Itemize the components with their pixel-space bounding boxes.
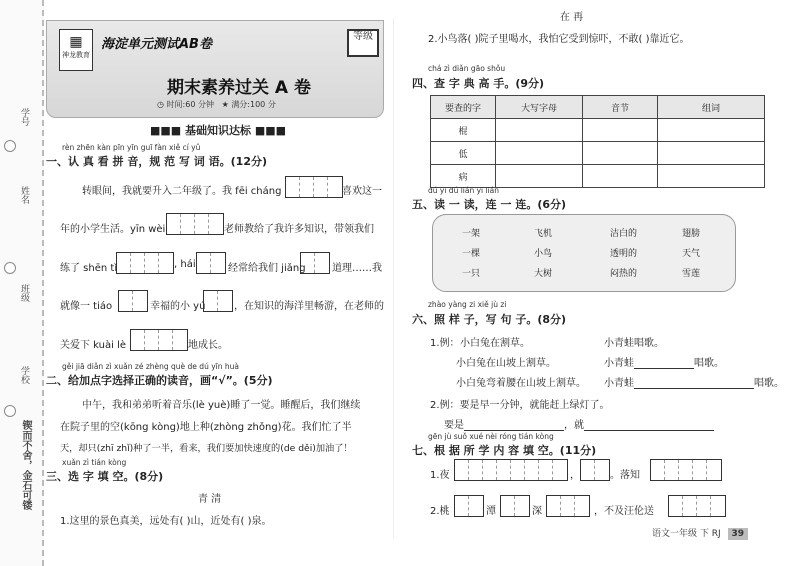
header-banner: [46, 20, 384, 118]
s6-title: 六、照 样 子，写 句 子。(8分): [412, 313, 567, 326]
answer-blank[interactable]: [464, 418, 564, 431]
exam-meta: [157, 99, 276, 110]
s6-answer-line-2: [604, 374, 784, 389]
match-right2-2[interactable]: 天气: [682, 249, 701, 259]
clock-icon: ◷: [157, 100, 164, 109]
s1-line5-b: 地成长。: [188, 340, 228, 351]
s1-line4-a: 就像一 tiáo: [60, 301, 113, 312]
match-right2-1[interactable]: 翅膀: [682, 229, 701, 239]
brand-name: 神龙教育: [62, 51, 90, 59]
star-icon: ★: [221, 100, 229, 109]
brand-logo: ▦ 神龙教育: [59, 29, 93, 71]
s6-example-a2: 小白兔在山坡上割草。: [456, 358, 556, 369]
table-row: [431, 165, 765, 188]
write-grid[interactable]: [285, 176, 343, 198]
s1-line4-c: ，在知识的海洋里畅游，在老师的: [234, 301, 384, 312]
grade-label: 等级: [353, 31, 373, 42]
write-grid[interactable]: [300, 252, 330, 274]
write-grid[interactable]: [196, 252, 226, 274]
s3-question-2: 2.小鸟落( )院子里喝水，我怕它受到惊吓，不敢( )靠近它。: [428, 34, 690, 45]
s6-example-b2: 小青蛙: [604, 358, 634, 369]
match-right2-3[interactable]: 雪莲: [682, 269, 701, 279]
table-header: 要查的字: [431, 96, 496, 119]
s1-line3-c: 经常给我们 jiǎng: [228, 263, 306, 274]
s6-question-2-fill: [444, 416, 714, 431]
answer-blank[interactable]: [584, 418, 714, 431]
s6-fill-prefix: 要是: [444, 420, 464, 431]
s5-title: 五、读 一 读，连 一 连。(6分): [412, 198, 567, 211]
write-grid[interactable]: [166, 213, 224, 235]
answer-cell[interactable]: [658, 119, 765, 142]
write-grid[interactable]: [650, 459, 722, 481]
s6-pinyin: zhào yàng zi xiě jù zi: [428, 300, 507, 309]
match-left-3[interactable]: 一只: [462, 269, 481, 279]
s6-example-b5: 唱歌。: [754, 378, 784, 389]
exam-score: 满分:100 分: [231, 100, 276, 109]
s7-pinyin: gēn jù suǒ xué nèi róng tián kòng: [428, 432, 554, 441]
footer-label: 语文一年级 下 RJ: [652, 529, 721, 539]
match-right1-3[interactable]: 闷热的: [610, 269, 638, 279]
answer-cell[interactable]: [496, 142, 583, 165]
s4-pinyin: chá zì diǎn gāo shǒu: [428, 64, 506, 73]
table-cell: 病: [431, 165, 496, 188]
s6-example-a3: 小白兔弯着腰在山坡上割草。: [456, 378, 586, 389]
s2-line1: 中午，我和弟弟听着音乐(lè yuè)睡了一觉。睡醒后，我们继续: [82, 400, 361, 411]
s6-question-2: 2.例：要是早一分钟，就能赶上绿灯了。: [430, 400, 610, 411]
s1-pinyin: rèn zhēn kàn pīn yīn guī fàn xiě cí yǔ: [62, 143, 201, 152]
s6-example-b4: 小青蛙: [604, 378, 634, 389]
s7-fill2-c: 深: [532, 506, 542, 517]
s2-line3: 天，却只(zhī zhǐ)种了一半，看来，我们要加快速度的(de děi)加油了！: [60, 443, 353, 454]
s1-line1-b: 喜欢这一: [342, 186, 382, 197]
page-number: 39: [728, 528, 749, 540]
s6-example-b1: 小青蛙唱歌。: [604, 338, 664, 349]
sidebar-slogan: 锲而不舍，金石可镂: [20, 420, 31, 510]
s4-title: 四、查 字 典 高 手。(9分): [412, 77, 545, 90]
s6-example-b3: 唱歌。: [694, 358, 724, 369]
s1-line4-b: 幸福的小 yú: [150, 301, 206, 312]
s6-fill-mid: ，就: [564, 420, 584, 431]
match-right1-1[interactable]: 洁白的: [610, 229, 638, 239]
dictionary-table: [430, 95, 765, 188]
sidebar-label-name: 姓名: [19, 186, 29, 204]
binding-hole-icon: [4, 405, 16, 417]
page-divider: [393, 18, 394, 538]
write-grid[interactable]: [500, 495, 530, 517]
s7-fill2-d: ，不及汪伦送: [594, 506, 654, 517]
match-mid-3[interactable]: 大树: [534, 269, 553, 279]
page-title: 期末素养过关 A 卷: [167, 78, 311, 98]
table-row: [431, 119, 765, 142]
answer-cell[interactable]: [658, 165, 765, 188]
s7-fill2-a: 2.桃: [430, 506, 450, 517]
table-header: 大写字母: [496, 96, 583, 119]
s1-line3-a: 练了 shēn tǐ: [60, 263, 118, 274]
write-grid[interactable]: [130, 329, 188, 351]
page-footer: [652, 526, 748, 540]
table-cell: 棍: [431, 119, 496, 142]
s7-fill2-b: 潭: [486, 506, 496, 517]
answer-cell[interactable]: [583, 119, 658, 142]
s3-question-1: 1.这里的景色真美，远处有( )山，近处有( )泉。: [60, 516, 272, 527]
write-grid[interactable]: [668, 495, 726, 517]
s1-line2-b: 老师教给了我许多知识，带领我们: [224, 224, 374, 235]
table-cell: 低: [431, 142, 496, 165]
s7-fill1-b: ，: [570, 470, 580, 481]
s2-pinyin: gěi jiā diǎn zì xuǎn zé zhèng què de dú yīn huà: [62, 362, 239, 371]
s6-example-label: 1.例：: [430, 338, 460, 349]
s3-title: 三、选 字 填 空。(8分): [46, 470, 164, 483]
s7-fill1-a: 1.夜: [430, 470, 450, 481]
answer-cell[interactable]: [496, 119, 583, 142]
match-left-2[interactable]: 一棵: [462, 249, 481, 259]
write-grid[interactable]: [580, 459, 610, 481]
table-header: 音节: [583, 96, 658, 119]
s2-line2: 在院子里的空(kōng kòng)地上种(zhòng zhǒng)花。我们忙了半: [60, 422, 352, 433]
section-band-label: 基础知识达标: [185, 124, 252, 137]
match-mid-1[interactable]: 飞机: [534, 229, 553, 239]
s3-pinyin: xuǎn zì tián kòng: [62, 458, 127, 467]
section-band: ■■■ 基础知识达标 ■■■: [150, 124, 287, 137]
grade-box: [347, 29, 379, 57]
s1-line3-d: 道理……我: [332, 263, 382, 274]
match-mid-2[interactable]: 小鸟: [534, 249, 553, 259]
answer-blank[interactable]: [634, 356, 694, 369]
write-grid[interactable]: [454, 495, 484, 517]
answer-blank[interactable]: [634, 376, 754, 389]
s3-choices: 青 清: [198, 494, 222, 505]
s1-line1-a: 转眼间，我就要升入二年级了。我 fēi cháng: [82, 186, 282, 197]
answer-cell[interactable]: [658, 142, 765, 165]
s1-title: 一、认 真 看 拼 音，规 范 写 词 语。(12分): [46, 155, 267, 168]
s3-choices-2: 在 再: [560, 12, 584, 23]
write-grid[interactable]: [116, 252, 174, 274]
exam-time: 时间:60 分钟: [166, 100, 214, 109]
answer-cell[interactable]: [583, 165, 658, 188]
match-right1-2[interactable]: 透明的: [610, 249, 638, 259]
s6-answer-line-1: [604, 354, 724, 369]
write-grid[interactable]: [118, 290, 148, 312]
sidebar-label-student-id: 学号: [19, 108, 29, 126]
binding-margin: [0, 0, 44, 566]
answer-cell[interactable]: [583, 142, 658, 165]
s5-pinyin: dú yi dú lián yi lián: [428, 186, 500, 195]
s6-example-a1: 小白兔在割草。: [460, 338, 530, 349]
s1-line5-a: 关爱下 kuài lè: [60, 340, 127, 351]
s2-title: 二、给加点字选择正确的读音，画“√”。(5分): [46, 374, 273, 387]
series-name: 海淀单元测试AB卷: [101, 37, 212, 52]
write-grid[interactable]: [454, 459, 568, 481]
match-left-1[interactable]: 一架: [462, 229, 481, 239]
sidebar-label-class: 班级: [19, 284, 29, 302]
s1-line3-b: , hái: [174, 259, 196, 270]
s7-fill1-c: 。落知: [610, 470, 640, 481]
binding-hole-icon: [4, 140, 16, 152]
write-grid[interactable]: [203, 290, 233, 312]
table-row: [431, 142, 765, 165]
table-header: 组词: [658, 96, 765, 119]
write-grid[interactable]: [546, 495, 590, 517]
binding-hole-icon: [4, 262, 16, 274]
s7-title: 七、根 据 所 学 内 容 填 空。(11分): [412, 444, 597, 457]
answer-cell[interactable]: [496, 165, 583, 188]
sidebar-label-school: 学校: [19, 366, 29, 384]
s1-line2-a: 年的小学生活。yīn wèi: [60, 224, 166, 235]
